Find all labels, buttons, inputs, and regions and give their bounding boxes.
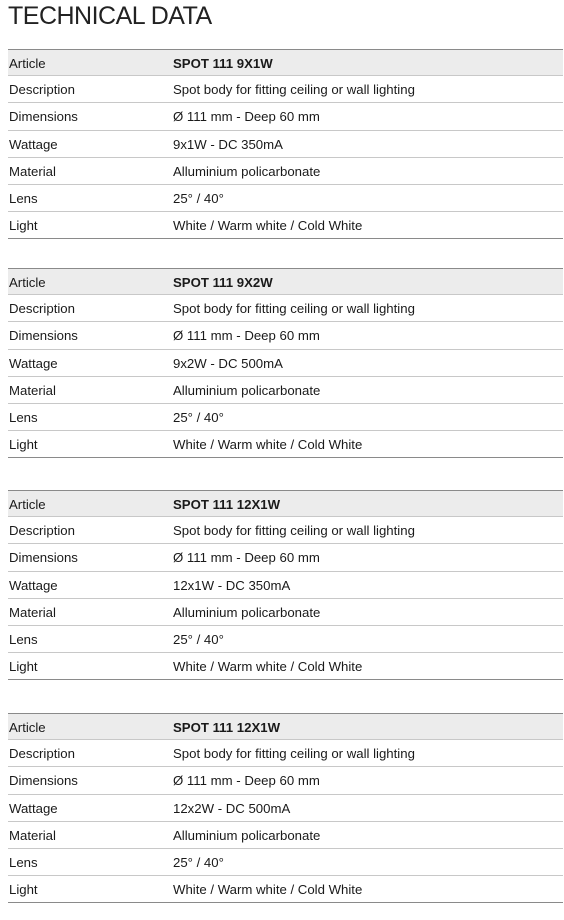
row-article — [8, 49, 563, 76]
label-wattage: Wattage — [9, 136, 58, 152]
value-light: White / Warm white / Cold White — [173, 882, 363, 898]
row-description — [8, 517, 563, 544]
row-dimensions — [8, 322, 563, 349]
value-lens: 25° / 40° — [173, 190, 224, 206]
label-lens: Lens — [9, 409, 38, 425]
value-dimensions: Ø 111 mm - Deep 60 mm — [173, 109, 320, 125]
row-lens — [8, 849, 563, 876]
spec-table — [8, 713, 563, 903]
label-dimensions: Dimensions — [9, 328, 78, 344]
label-lens: Lens — [9, 190, 38, 206]
row-light — [8, 431, 563, 458]
value-wattage: 12x1W - DC 350mA — [173, 577, 291, 593]
label-wattage: Wattage — [9, 800, 58, 816]
label-dimensions: Dimensions — [9, 109, 78, 125]
value-article: SPOT 111 12X1W — [173, 720, 281, 735]
row-material — [8, 599, 563, 626]
label-light: Light — [9, 882, 38, 898]
label-material: Material — [9, 604, 56, 620]
row-material — [8, 377, 563, 404]
value-description: Spot body for fitting ceiling or wall lighting — [173, 82, 415, 98]
value-description: Spot body for fitting ceiling or wall lighting — [173, 301, 415, 317]
label-light: Light — [9, 659, 38, 675]
value-article: SPOT 111 12X1W — [173, 497, 281, 512]
label-wattage: Wattage — [9, 355, 58, 371]
value-lens: 25° / 40° — [173, 854, 224, 870]
label-article: Article — [9, 275, 46, 290]
value-article: SPOT 111 9X2W — [173, 275, 273, 290]
row-light — [8, 653, 563, 680]
value-material: Alluminium policarbonate — [173, 604, 321, 620]
label-dimensions: Dimensions — [9, 773, 78, 789]
label-description: Description — [9, 301, 75, 317]
row-description — [8, 740, 563, 767]
value-light: White / Warm white / Cold White — [173, 218, 363, 234]
value-lens: 25° / 40° — [173, 409, 224, 425]
row-material — [8, 822, 563, 849]
label-material: Material — [9, 163, 56, 179]
row-material — [8, 158, 563, 185]
row-lens — [8, 404, 563, 431]
label-article: Article — [9, 56, 46, 71]
label-lens: Lens — [9, 631, 38, 647]
row-dimensions — [8, 103, 563, 130]
row-description — [8, 295, 563, 322]
row-lens — [8, 185, 563, 212]
row-light — [8, 876, 563, 903]
label-article: Article — [9, 720, 46, 735]
label-lens: Lens — [9, 854, 38, 870]
value-wattage: 12x2W - DC 500mA — [173, 800, 291, 816]
label-light: Light — [9, 437, 38, 453]
value-dimensions: Ø 111 mm - Deep 60 mm — [173, 328, 320, 344]
spec-table — [8, 268, 563, 458]
value-description: Spot body for fitting ceiling or wall lighting — [173, 523, 415, 539]
value-description: Spot body for fitting ceiling or wall lighting — [173, 746, 415, 762]
row-light — [8, 212, 563, 239]
value-light: White / Warm white / Cold White — [173, 437, 363, 453]
value-material: Alluminium policarbonate — [173, 163, 321, 179]
value-wattage: 9x2W - DC 500mA — [173, 355, 283, 371]
page-title: TECHNICAL DATA — [8, 2, 212, 30]
spec-table — [8, 49, 563, 239]
row-wattage — [8, 350, 563, 377]
label-description: Description — [9, 523, 75, 539]
row-wattage — [8, 572, 563, 599]
label-description: Description — [9, 82, 75, 98]
value-dimensions: Ø 111 mm - Deep 60 mm — [173, 550, 320, 566]
value-material: Alluminium policarbonate — [173, 827, 321, 843]
label-wattage: Wattage — [9, 577, 58, 593]
label-description: Description — [9, 746, 75, 762]
row-dimensions — [8, 544, 563, 571]
value-material: Alluminium policarbonate — [173, 382, 321, 398]
value-article: SPOT 111 9X1W — [173, 56, 273, 71]
row-wattage — [8, 131, 563, 158]
row-lens — [8, 626, 563, 653]
value-light: White / Warm white / Cold White — [173, 659, 363, 675]
row-description — [8, 76, 563, 103]
row-wattage — [8, 795, 563, 822]
row-dimensions — [8, 767, 563, 794]
row-article — [8, 268, 563, 295]
row-article — [8, 713, 563, 740]
label-light: Light — [9, 218, 38, 234]
label-material: Material — [9, 382, 56, 398]
value-wattage: 9x1W - DC 350mA — [173, 136, 283, 152]
label-article: Article — [9, 497, 46, 512]
label-material: Material — [9, 827, 56, 843]
row-article — [8, 490, 563, 517]
value-dimensions: Ø 111 mm - Deep 60 mm — [173, 773, 320, 789]
value-lens: 25° / 40° — [173, 631, 224, 647]
label-dimensions: Dimensions — [9, 550, 78, 566]
spec-table — [8, 490, 563, 680]
